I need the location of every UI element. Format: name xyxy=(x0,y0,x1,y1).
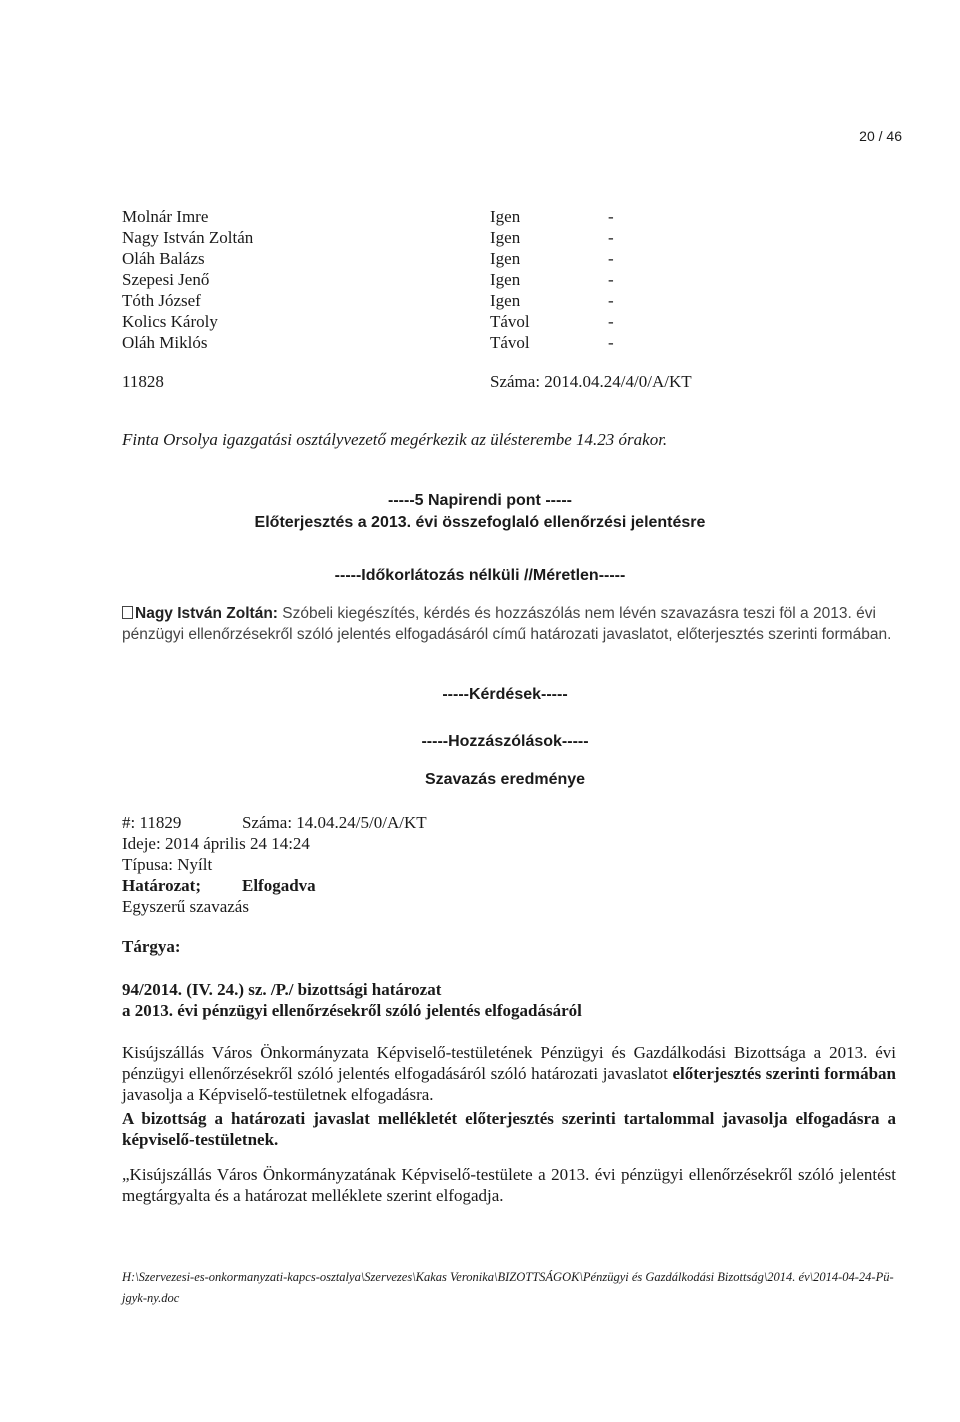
vote-value: Távol xyxy=(490,312,530,331)
decision-date: Ideje: 2014 április 24 14:24 xyxy=(122,834,310,853)
voter-name: Nagy István Zoltán xyxy=(122,228,254,247)
page-number: 20 / 46 xyxy=(859,128,902,144)
vote-row xyxy=(122,290,628,311)
subject-label: Tárgya: xyxy=(122,937,181,956)
vote-table xyxy=(122,206,628,353)
record-line xyxy=(122,372,692,392)
para1-bold: előterjesztés szerinti formában xyxy=(672,1064,896,1083)
speaker-name: Nagy István Zoltán: xyxy=(135,605,278,622)
agenda-status: -----Időkorlátozás nélküli //Méretlen----- xyxy=(334,567,626,584)
vote-result-heading: Szavazás eredménye xyxy=(424,771,586,788)
vote-value: Igen xyxy=(490,249,521,268)
vote-value: Távol xyxy=(490,333,530,352)
speech-paragraph xyxy=(122,603,898,645)
subject-block xyxy=(122,979,582,1021)
voter-name: Tóth József xyxy=(122,291,201,310)
checkbox-glyph-icon xyxy=(122,606,133,619)
subject-line-2: a 2013. évi pénzügyi ellenőrzésekről szóló jelentés elfogadásáról xyxy=(122,1001,582,1020)
recommendation-paragraph: A bizottság a határozati javaslat mellékletét előterjesztés szerinti tartalommal javasolja elfogadásra a képviselő-testületnek. xyxy=(122,1109,896,1149)
vote-row xyxy=(122,332,628,353)
para1-text: Kisújszállás Város Önkormányzata Képviselő-testületének Pénzügyi és Gazdálkodási Bizottsága a 2013. évi pénzügyi ellenőrzésekről szóló jelentés elfogadásáról szóló határozati javaslatot xyxy=(122,1043,896,1083)
vote-kind: Egyszerű szavazás xyxy=(122,897,249,916)
vote-value: Igen xyxy=(490,207,521,226)
decision-meta xyxy=(122,812,427,917)
resolution-paragraph: „Kisújszállás Város Önkormányzatának Képviselő-testülete a 2013. évi pénzügyi ellenőrzésekről szóló jelentést megtárgyalta és a határozat melléklete szerint elfogadja. xyxy=(122,1165,896,1205)
voter-name: Szepesi Jenő xyxy=(122,270,210,289)
vote-value: Igen xyxy=(490,291,521,310)
decision-type: Típusa: Nyílt xyxy=(122,855,213,874)
decision-id: #: 11829 xyxy=(122,813,182,832)
comments-heading: -----Hozzászólások----- xyxy=(421,733,589,750)
voter-name: Kolics Károly xyxy=(122,312,218,331)
voter-name: Oláh Miklós xyxy=(122,333,208,352)
vote-dash: - xyxy=(608,291,614,310)
footer-file-path: H:\Szervezesi-es-onkormanyzati-kapcs-osztalya\Szervezes\Kakas Veronika\BIZOTTSÁGOK\Pénzügyi és Gazdálkodási Bizottság\2014. év\2014-04-24-Pü-jgyk-ny.doc xyxy=(122,1270,894,1305)
decision-number: Száma: 14.04.24/5/0/A/KT xyxy=(242,813,427,832)
voter-name: Oláh Balázs xyxy=(122,249,205,268)
record-number: Száma: 2014.04.24/4/0/A/KT xyxy=(490,372,692,391)
speech-text: Szóbeli kiegészítés, kérdés és hozzászólás nem lévén szavazásra teszi föl a 2013. évi pénzügyi ellenőrzésekről szóló jelentés elfogadásáról című határozati javaslatot, előterjesztés szerinti formában. xyxy=(122,605,892,643)
vote-row xyxy=(122,206,628,227)
meta-id-row xyxy=(122,812,427,833)
vote-dash: - xyxy=(608,312,614,331)
arrival-note: Finta Orsolya igazgatási osztályvezető megérkezik az ülésterembe 14.23 órakor. xyxy=(122,430,668,449)
vote-row xyxy=(122,311,628,332)
record-id: 11828 xyxy=(122,372,164,391)
para1-tail: javasolja a Képviselő-testületnek elfogadásra. xyxy=(122,1085,434,1104)
voter-name: Molnár Imre xyxy=(122,207,209,226)
decision-label: Határozat; xyxy=(122,876,201,895)
vote-dash: - xyxy=(608,270,614,289)
vote-row xyxy=(122,248,628,269)
committee-paragraph xyxy=(122,1042,896,1105)
subject-line-1: 94/2014. (IV. 24.) sz. /P./ bizottsági határozat xyxy=(122,980,442,999)
vote-dash: - xyxy=(608,228,614,247)
decision-result-row xyxy=(122,875,427,896)
vote-dash: - xyxy=(608,249,614,268)
vote-dash: - xyxy=(608,333,614,352)
vote-row xyxy=(122,227,628,248)
vote-row xyxy=(122,269,628,290)
agenda-subtitle: Előterjesztés a 2013. évi összefoglaló ellenőrzési jelentésre xyxy=(254,514,706,531)
decision-value: Elfogadva xyxy=(242,876,316,895)
vote-value: Igen xyxy=(490,270,521,289)
agenda-heading: -----5 Napirendi pont ----- xyxy=(388,492,572,509)
vote-value: Igen xyxy=(490,228,521,247)
questions-heading: -----Kérdések----- xyxy=(442,686,568,703)
vote-dash: - xyxy=(608,207,614,226)
